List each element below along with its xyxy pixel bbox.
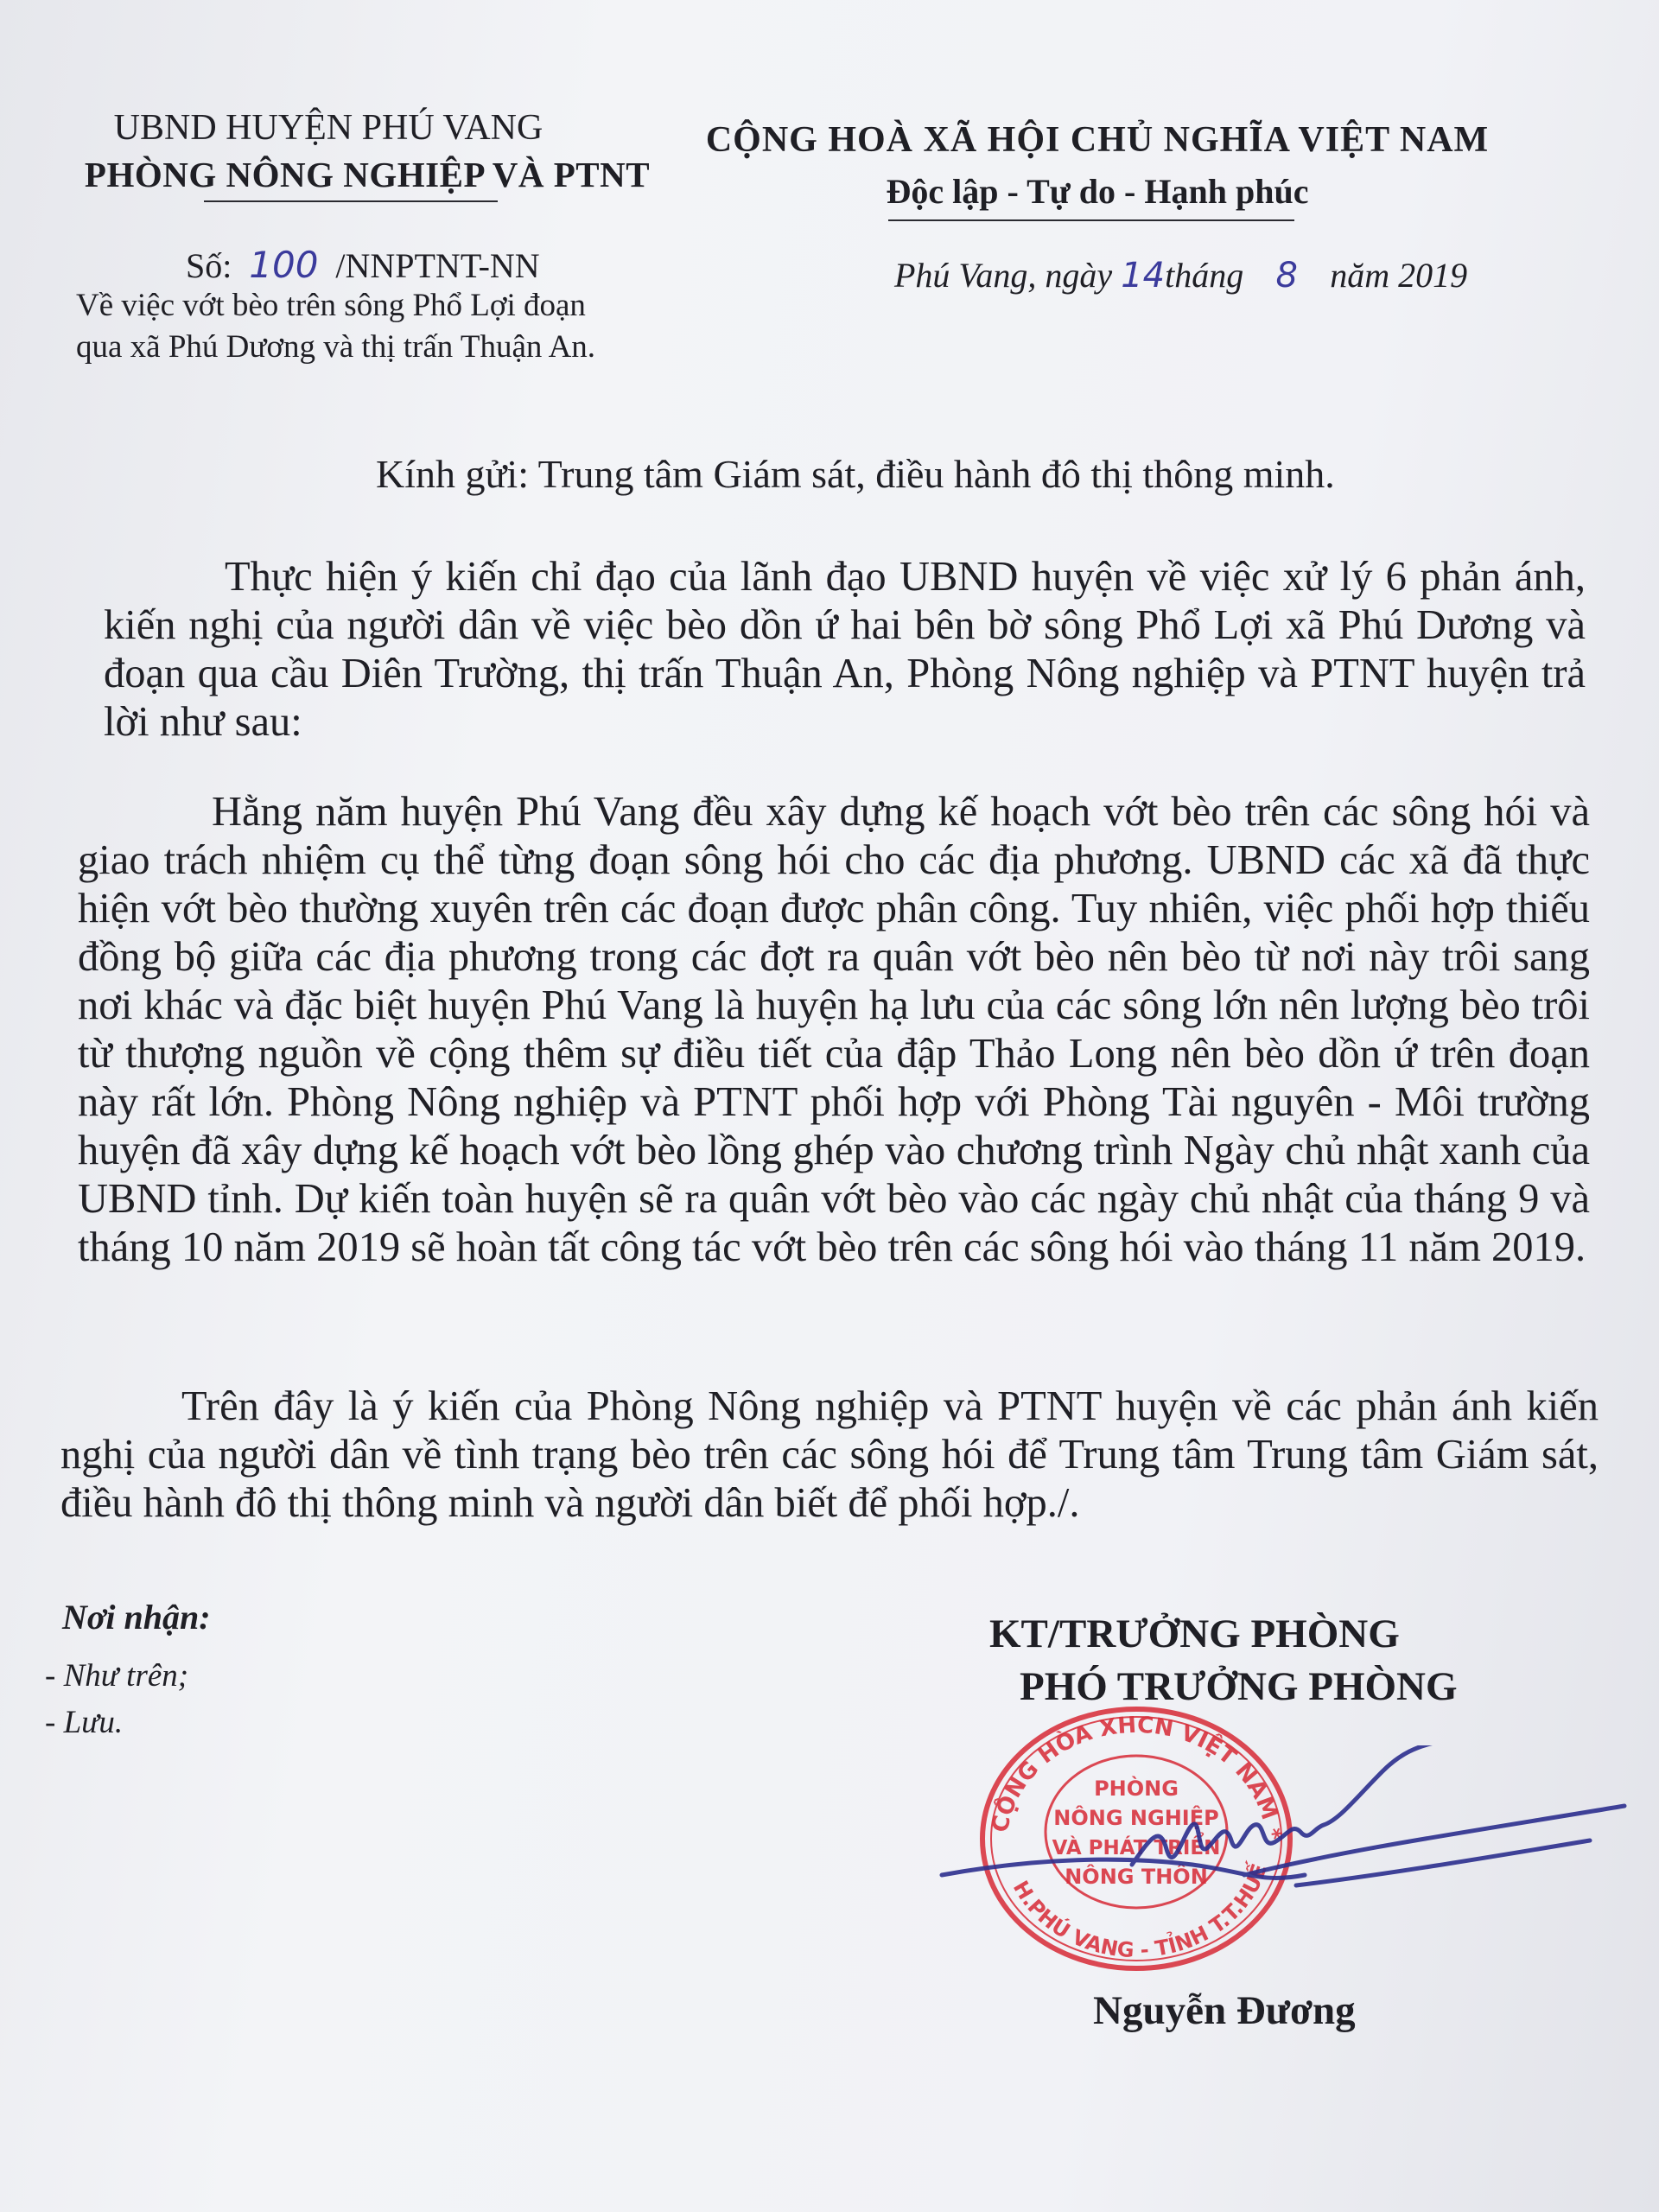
- recipient-line: Kính gửi: Trung tâm Giám sát, điều hành đô thị thông minh.: [376, 452, 1335, 496]
- body-paragraph-1: Thực hiện ý kiến chỉ đạo của lãnh đạo UBND huyện về việc xử lý 6 phản ánh, kiến nghị của người dân về việc bèo dồn ứ hai bên bờ sông Phổ Lợi xã Phú Dương và đoạn qua cầu Diên Trường, thị trấn Thuận An, Phòng Nông nghiệp và PTNT huyện trả lời như sau:: [104, 554, 1586, 745]
- national-motto: Độc lập - Tự do - Hạnh phúc: [886, 172, 1309, 211]
- handwritten-signature: [933, 1745, 1642, 1944]
- stamp-outer-text: CỘNG HÒA XHCN VIỆT NAM *: [987, 1712, 1286, 1841]
- document-number-prefix: Số:: [186, 246, 232, 285]
- body-paragraph-3: Trên đây là ý kiến của Phòng Nông nghiệp và PTNT huyện về các phản ánh kiến nghị của người dân về tình trạng bèo trên các sông hói để Trung tâm Trung tâm Giám sát, điều hành đô thị thông minh và người dân biết để phối hợp./.: [60, 1383, 1599, 1526]
- document-date: [894, 255, 1467, 296]
- issuer-underline: [204, 200, 498, 202]
- stamp-inner-line: VÀ PHÁT TRIỂN: [1052, 1837, 1221, 1859]
- document-number-suffix: /NNPTNT-NN: [335, 246, 540, 285]
- date-month-label: tháng: [1165, 256, 1244, 295]
- document-number-handwritten: 100: [249, 244, 319, 286]
- document-number: [186, 244, 540, 286]
- signer-name: Nguyễn Đương: [1093, 1988, 1356, 2033]
- signature-title-1: KT/TRƯỞNG PHÒNG: [989, 1611, 1400, 1656]
- motto-underline: [888, 219, 1294, 221]
- issuer-parent-agency: UBND HUYỆN PHÚ VANG: [113, 108, 543, 148]
- date-prefix: Phú Vang, ngày: [894, 256, 1113, 295]
- date-year: năm 2019: [1330, 256, 1468, 295]
- body-paragraph-2: Hằng năm huyện Phú Vang đều xây dựng kế hoạch vớt bèo trên các sông hói và giao trách nhiệm cụ thể từng đoạn sông hói cho các địa phương. UBND các xã đã thực hiện vớt bèo thường xuyên trên các đoạn được phân công. Tuy nhiên, việc phối hợp thiếu đồng bộ giữa các địa phương trong các đợt ra quân vớt bèo nên bèo từ nơi này trôi sang nơi khác và đặc biệt huyện Phú Vang là huyện hạ lưu của các sông lớn nên lượng bèo trôi từ thượng nguồn về cộng thêm sự điều tiết của đập Thảo Long nên bèo dồn ứ trên đoạn này rất lớn. Phòng Nông nghiệp và PTNT phối hợp với Phòng Tài nguyên - Môi trường huyện đã xây dựng kế hoạch vớt bèo lồng ghép vào chương trình Ngày chủ nhật xanh của UBND tỉnh. Dự kiến toàn huyện sẽ ra quân vớt bèo vào các ngày chủ nhật của tháng 9 và tháng 10 năm 2019 sẽ hoàn tất công tác vớt bèo trên các sông hói vào tháng 11 năm 2019.: [78, 789, 1590, 1270]
- document-subject: Về việc vớt bèo trên sông Phổ Lợi đoạn qua xã Phú Dương và thị trấn Thuận An.: [76, 288, 596, 365]
- distribution-title: Nơi nhận:: [62, 1598, 211, 1637]
- distribution-item: - Như trên;: [45, 1658, 189, 1694]
- stamp-outer-text-bottom: H.PHÚ VANG - TỈNH T.T.HUẾ: [1007, 1860, 1272, 1963]
- issuer-department: PHÒNG NÔNG NGHIỆP VÀ PTNT: [84, 155, 651, 194]
- stamp-inner-line: NÔNG NGHIỆP: [1053, 1806, 1219, 1830]
- distribution-item: - Lưu.: [45, 1705, 124, 1740]
- stamp-inner-line: NÔNG THÔN: [1065, 1865, 1208, 1889]
- signature-title-2: PHÓ TRƯỞNG PHÒNG: [1020, 1664, 1458, 1709]
- stamp-inner-line: PHÒNG: [1094, 1777, 1179, 1801]
- date-day-handwritten: 14: [1121, 256, 1166, 296]
- national-title: CỘNG HOÀ XÃ HỘI CHỦ NGHĨA VIỆT NAM: [705, 120, 1490, 160]
- date-month-handwritten: 8: [1275, 256, 1298, 296]
